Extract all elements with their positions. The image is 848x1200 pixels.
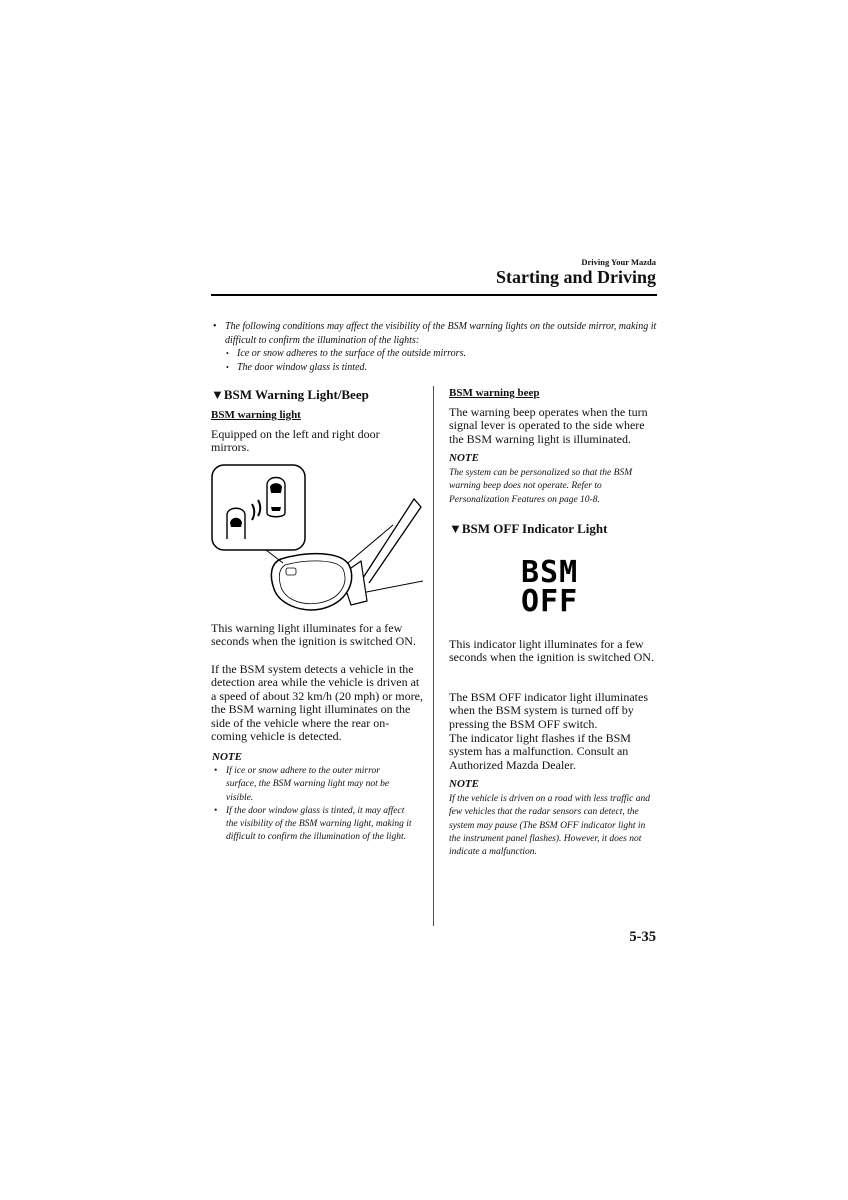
off-illuminates-text: This indicator light illuminates for a few seconds when the ignition is switched ON. bbox=[449, 637, 654, 665]
bsm-warning-heading bbox=[211, 387, 369, 403]
intro-bullet: • The following conditions may affect the visibility of the BSM warning lights on the outside mirror, making it difficult to confirm the illumination of the lights: bbox=[213, 320, 658, 347]
triangle-down-icon: ▼ bbox=[211, 387, 224, 402]
bsm-off-indicator-icon bbox=[521, 555, 585, 619]
note-label: NOTE bbox=[449, 778, 479, 790]
intro-conditions bbox=[213, 320, 658, 374]
bsm-warning-beep-subheading: BSM warning beep bbox=[449, 387, 540, 399]
warning-illuminates-text: This warning light illuminates for a few seconds when the ignition is switched ON. bbox=[211, 621, 416, 649]
intro-sub-bullet: • Ice or snow adheres to the surface of the outside mirrors. bbox=[213, 347, 658, 361]
bsm-warning-heading-text: BSM Warning Light/Beep bbox=[223, 387, 369, 402]
beep-text: The warning beep operates when the turn signal lever is operated to the side where the BSM warning light is illuminated. bbox=[449, 405, 648, 446]
equipped-text: Equipped on the left and right door mirrors. bbox=[211, 427, 380, 455]
bsm-off-logo-line1: BSM bbox=[521, 555, 579, 590]
beep-note-text: The system can be personalized so that the BSM warning beep does not operate. Refer to Personalization Features on page 10-8. bbox=[449, 468, 633, 505]
header-divider bbox=[211, 294, 657, 296]
bsm-off-heading-text: BSM OFF Indicator Light bbox=[461, 521, 608, 536]
bsm-warning-light-subheading: BSM warning light bbox=[211, 409, 301, 421]
intro-sub-bullet: • The door window glass is tinted. bbox=[213, 361, 658, 375]
bsm-detects-text: If the BSM system detects a vehicle in the detection area while the vehicle is driven at a speed of about 32 km/h (20 mph) or more, the BSM warning light illuminates on the side of the vehicle where the rear on-coming vehicle is detected. bbox=[211, 662, 423, 744]
left-note-list bbox=[212, 765, 412, 845]
column-divider bbox=[433, 386, 434, 926]
bsm-off-logo-line2: OFF bbox=[521, 584, 579, 619]
bsm-off-heading bbox=[449, 521, 607, 537]
off-note-text: If the vehicle is driven on a road with less traffic and few vehicles that the radar sensors can detect, the system may pause (The BSM OFF indicator light in the instrument panel flashes). However, it does not indicate a malfunction. bbox=[449, 794, 650, 858]
note-label: NOTE bbox=[449, 452, 479, 464]
page-number: 5-35 bbox=[629, 929, 656, 945]
triangle-down-icon: ▼ bbox=[449, 521, 462, 536]
section-title: Starting and Driving bbox=[495, 267, 656, 287]
off-switch-text: The BSM OFF indicator light illuminates when the BSM system is turned off by pressing the BSM OFF switch. bbox=[449, 690, 648, 731]
off-malfunction-text: The indicator light flashes if the BSM system has a malfunction. Consult an Authorized Mazda Dealer. bbox=[449, 731, 631, 772]
section-label: Driving Your Mazda bbox=[581, 257, 656, 267]
bsm-mirror-illustration bbox=[211, 463, 423, 613]
note-label: NOTE bbox=[212, 751, 242, 763]
note-item: • If the door window glass is tinted, it may affect the visibility of the BSM warning light, making it difficult to confirm the illumination of the light. bbox=[212, 805, 412, 845]
note-item: • If ice or snow adhere to the outer mirror surface, the BSM warning light may not be visible. bbox=[212, 765, 412, 805]
